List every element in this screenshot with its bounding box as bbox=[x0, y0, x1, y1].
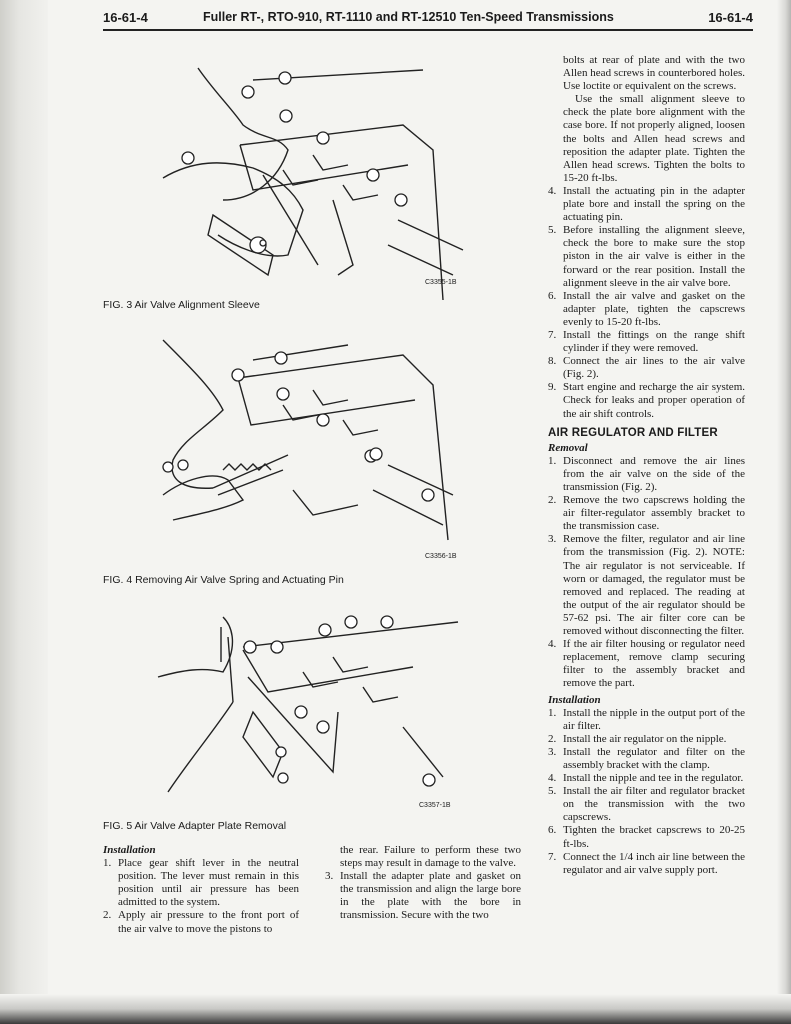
step-text: Install the fittings on the range shift cylinder if they were removed. bbox=[563, 328, 745, 355]
step-text: Disconnect and remove the air lines from the air valve on the side of the transmission (Fig. 2). bbox=[563, 454, 745, 493]
list-item bbox=[548, 290, 745, 329]
middle-column-text bbox=[325, 844, 521, 923]
step-number: 2. bbox=[103, 909, 112, 922]
left-column-text bbox=[103, 844, 299, 936]
right-column-text bbox=[548, 54, 745, 877]
figure-3-illustration bbox=[103, 50, 543, 300]
step-number: 5. bbox=[548, 224, 557, 237]
removal-heading: Removal bbox=[548, 441, 588, 454]
figure-3-caption: FIG. 3 Air Valve Alignment Sleeve bbox=[103, 299, 260, 311]
header-rule bbox=[103, 29, 753, 31]
list-item bbox=[548, 329, 745, 355]
list-item bbox=[548, 494, 745, 533]
list-item bbox=[548, 785, 745, 824]
figure-5 bbox=[103, 602, 543, 840]
step-number: 6. bbox=[548, 824, 557, 837]
step-text: Connect the 1/4 inch air line between the regulator and air valve supply port. bbox=[563, 850, 745, 876]
step-text: Connect the air lines to the air valve (Fig. 2). bbox=[563, 355, 745, 381]
list-item bbox=[548, 638, 745, 690]
list-item bbox=[548, 533, 745, 638]
list-item bbox=[548, 185, 745, 224]
page-number-left: 16-61-4 bbox=[103, 10, 148, 25]
section-title: AIR REGULATOR AND FILTER bbox=[548, 426, 718, 439]
figure-5-code: C3357-1B bbox=[419, 802, 451, 809]
page-edge-right bbox=[777, 0, 791, 1024]
step-number: 2. bbox=[548, 732, 557, 745]
step-number: 3. bbox=[325, 870, 334, 883]
step-number: 4. bbox=[548, 772, 557, 785]
step-number: 3. bbox=[548, 745, 557, 758]
step-text: If the air filter housing or regulator need replacement, remove clamp securing filter to the assembly bracket and remove the part. bbox=[563, 638, 745, 690]
step-number: 4. bbox=[548, 184, 557, 197]
step-text: Install the regulator and filter on the assembly bracket with the clamp. bbox=[563, 745, 745, 771]
step-number: 9. bbox=[548, 381, 557, 394]
figure-4-illustration bbox=[103, 330, 543, 562]
paragraph: Use the small alignment sleeve to check the plate bore alignment with the case bore. If not properly aligned, loosen the bolts and Allen head screws and reposition the adapter plate. Tighten the Allen head screws. Tighten the bolts to 15-20 ft-lbs. bbox=[563, 93, 745, 184]
figure-4 bbox=[103, 330, 543, 592]
list-item bbox=[548, 224, 745, 289]
figure-3 bbox=[103, 50, 543, 320]
step-text: Remove the filter, regulator and air line from the transmission (Fig. 2). NOTE: The air regulator is not serviceable. If worn or damaged, the regulator must be removed and replaced. The reading at the output of the air regulator should be 57-62 psi. The air filter core can be removed without disconnecting the filter. bbox=[563, 533, 745, 638]
step-text: Apply air pressure to the front port of the air valve to move the pistons to bbox=[118, 909, 299, 935]
step-number: 2. bbox=[548, 494, 557, 507]
figure-5-caption: FIG. 5 Air Valve Adapter Plate Removal bbox=[103, 820, 287, 832]
page-header bbox=[103, 8, 753, 30]
step-text: Start engine and recharge the air system. Check for leaks and proper operation of the air shift controls. bbox=[563, 381, 745, 420]
list-item bbox=[548, 381, 745, 420]
step-number: 3. bbox=[548, 533, 557, 546]
step-text: Tighten the bracket capscrews to 20-25 ft-lbs. bbox=[563, 824, 745, 850]
step-text: Install the nipple and tee in the regulator. bbox=[563, 772, 744, 785]
step-number: 7. bbox=[548, 850, 557, 863]
list-item bbox=[103, 857, 299, 909]
installation-heading-right: Installation bbox=[548, 693, 601, 706]
step-number: 5. bbox=[548, 785, 557, 798]
installation-heading-left: Installation bbox=[103, 844, 156, 856]
step-number: 8. bbox=[548, 355, 557, 368]
step-text: Install the air filter and regulator bracket on the transmission with the two capscrews. bbox=[563, 785, 745, 824]
list-item bbox=[548, 772, 745, 785]
list-item bbox=[103, 909, 299, 935]
list-item bbox=[325, 870, 521, 922]
page-number-right: 16-61-4 bbox=[708, 10, 753, 25]
continued-text: the rear. Failure to perform these two steps may result in damage to the valve. bbox=[340, 844, 521, 870]
list-item bbox=[548, 733, 745, 746]
page-edge-bottom bbox=[0, 994, 791, 1024]
list-item bbox=[548, 355, 745, 381]
page-header-title: Fuller RT-, RTO-910, RT-1110 and RT-12510 Ten-Speed Transmissions bbox=[203, 10, 614, 24]
step-text: Install the actuating pin in the adapter plate bore and install the spring on the actuating pin. bbox=[563, 184, 745, 224]
step-number: 6. bbox=[548, 289, 557, 302]
step-text: Install the air valve and gasket on the adapter plate, tighten the capscrews evenly to 15-20 ft-lbs. bbox=[563, 289, 745, 328]
list-item bbox=[548, 851, 745, 877]
step-text: Place gear shift lever in the neutral position. The lever must remain in this position until air pressure has been admitted to the system. bbox=[118, 857, 299, 909]
step-text: Install the air regulator on the nipple. bbox=[563, 732, 727, 745]
figure-5-illustration bbox=[103, 602, 543, 802]
list-item bbox=[548, 824, 745, 850]
figure-4-caption: FIG. 4 Removing Air Valve Spring and Actuating Pin bbox=[103, 574, 344, 586]
step-number: 4. bbox=[548, 638, 557, 651]
step-text: Before installing the alignment sleeve, check the bore to make sure the stop piston in the air valve is either in the forward or the rear position. Install the alignment sleeve in the air valve bore. bbox=[563, 224, 745, 289]
book-spine-shadow bbox=[0, 0, 48, 1024]
step-text: Remove the two capscrews holding the air filter-regulator assembly bracket to the transmission case. bbox=[563, 494, 745, 533]
step-text: Install the nipple in the output port of the air filter. bbox=[563, 706, 745, 732]
step-number: 1. bbox=[548, 454, 557, 467]
list-item bbox=[548, 746, 745, 772]
figure-3-code: C3355-1B bbox=[425, 279, 457, 286]
continued-text: bolts at rear of plate and with the two Allen head screws in counterbored holes. Use loctite or equivalent on the screws. bbox=[563, 54, 745, 93]
step-text: Install the adapter plate and gasket on the transmission and align the large bore in the plate with the bore in transmission. Secure with the two bbox=[340, 870, 521, 922]
list-item bbox=[548, 455, 745, 494]
step-number: 7. bbox=[548, 328, 557, 341]
figure-4-code: C3356-1B bbox=[425, 553, 457, 560]
step-number: 1. bbox=[548, 706, 557, 719]
list-item bbox=[548, 707, 745, 733]
step-number: 1. bbox=[103, 857, 112, 870]
